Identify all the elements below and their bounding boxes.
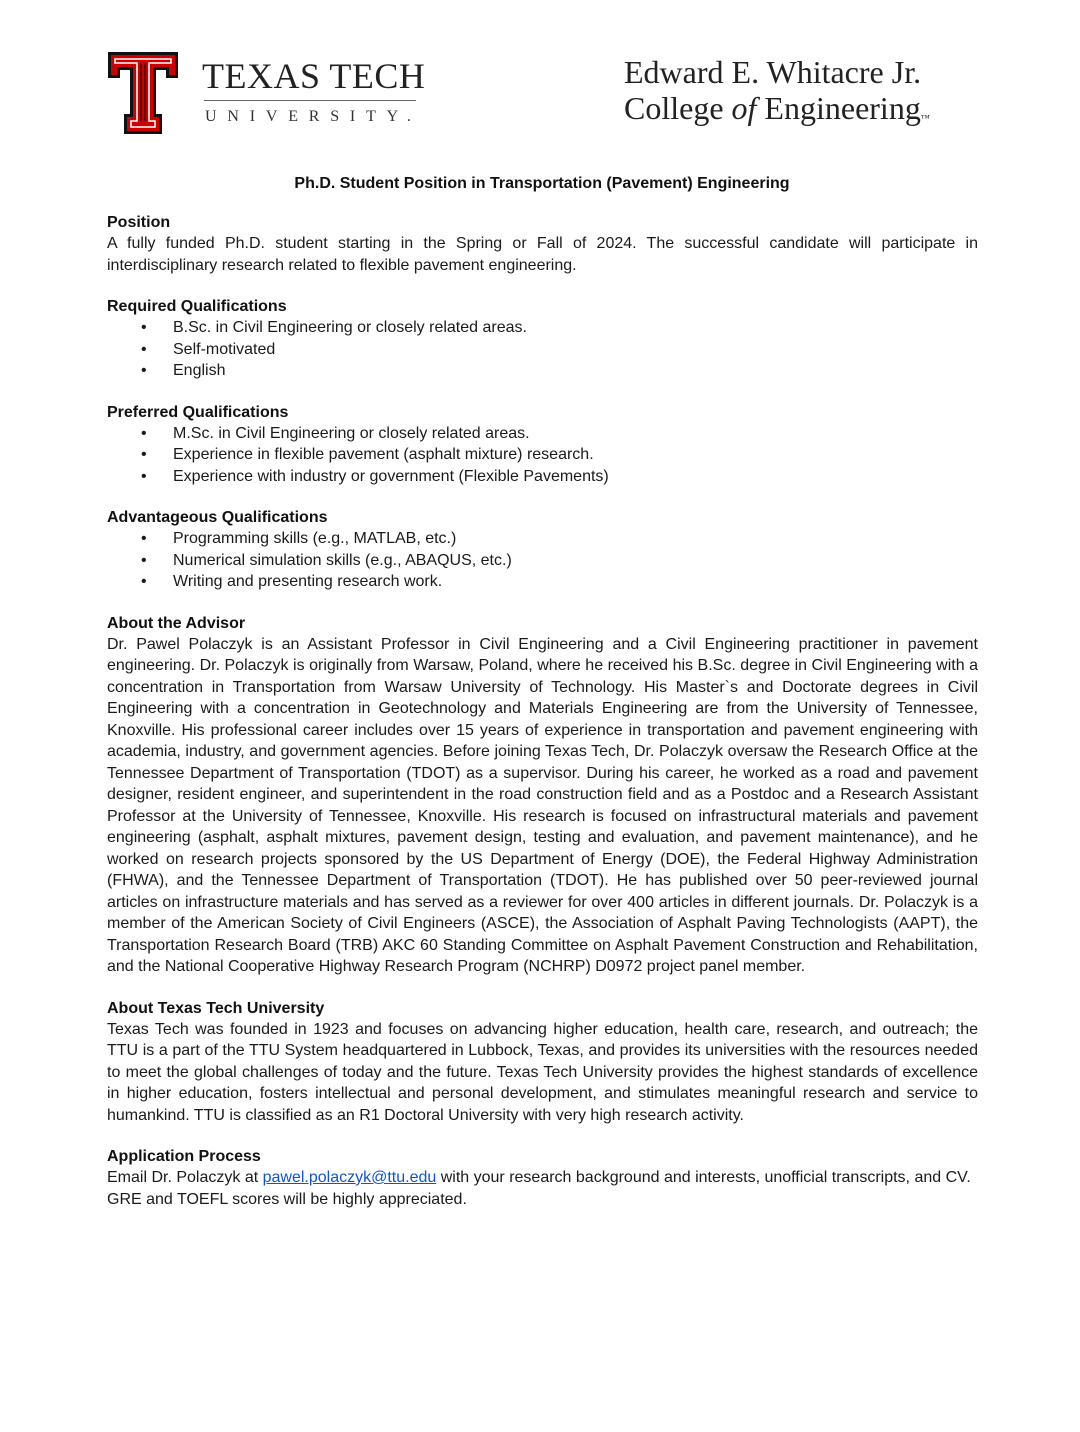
list-item: • English <box>107 360 978 382</box>
college-line-1: Edward E. Whitacre Jr. <box>624 54 922 90</box>
list-item: • Programming skills (e.g., MATLAB, etc.) <box>107 528 978 550</box>
required-section <box>107 297 978 382</box>
letterhead <box>0 0 1080 150</box>
preferred-heading: Preferred Qualifications <box>107 403 289 421</box>
position-text: A fully funded Ph.D. student starting in the Spring or Fall of 2024. The successful candidate will participate in interdisciplinary research related to flexible pavement engineering. <box>107 235 978 274</box>
double-t-logo <box>108 52 178 134</box>
application-text: Email Dr. Polaczyk at pawel.polaczyk@ttu.edu with your research background and interests, unofficial transcripts, and CV. GRE and TOEFL scores will be highly appreciated. <box>107 1169 971 1208</box>
position-section <box>107 213 978 276</box>
bullet-icon: • <box>141 573 147 590</box>
bullet-icon: • <box>141 446 147 463</box>
bullet-icon: • <box>141 530 147 547</box>
advisor-text: Dr. Pawel Polaczyk is an Assistant Professor in Civil Engineering and a Civil Engineering practitioner in pavement engineering. Dr. Polaczyk is originally from Warsaw, Poland, where he received his B.Sc. degree in Civil Engineering with a concentration in Transportation from Warsaw University of Technology. His Master`s and Doctorate degrees in Civil Engineering with a concentration in Geotechnology and Materials Engineering are from the University of Tennessee, Knoxville. His professional career includes over 15 years of experience in transportation and pavement engineering with academia, industry, and government agencies. Before joining Texas Tech, Dr. Polaczyk oversaw the Research Office at the Tennessee Department of Transportation (TDOT) as a supervisor. During his career, he worked as a road and pavement designer, resident engineer, and superintendent in the road construction field and as a Postdoc and a Research Assistant Professor at the University of Tennessee, Knoxville. His research is focused on infrastructural materials and pavement engineering (asphalt, asphalt mixtures, pavement design, testing and evaluation, and pavement maintenance), and he worked on research projects sponsored by the US Department of Energy (DOE), the Federal Highway Administration (FHWA), and the Tennessee Department of Transportation (TDOT). He has published over 50 peer-reviewed journal articles on infrastructure materials and has served as a reviewer for over 400 articles in different journals. Dr. Polaczyk is a member of the American Society of Civil Engineers (ASCE), the Association of Asphalt Paving Technologists (AAPT), the Transportation Research Board (TRB) AKC 60 Standing Committee on Asphalt Pavement Construction and Rehabilitation, and the National Cooperative Highway Research Program (NCHRP) D0972 project panel member. <box>107 635 978 975</box>
preferred-section <box>107 403 978 488</box>
list-item: • B.Sc. in Civil Engineering or closely related areas. <box>107 317 978 339</box>
bullet-icon: • <box>141 467 147 485</box>
required-heading: Required Qualifications <box>107 298 287 315</box>
ttu-section <box>107 999 978 1127</box>
ttu-heading: About Texas Tech University <box>107 999 325 1017</box>
preferred-list <box>107 423 978 488</box>
position-heading: Position <box>107 214 171 231</box>
email-link[interactable]: pawel.polaczyk@ttu.edu <box>262 1169 437 1186</box>
required-list <box>107 317 978 382</box>
application-section <box>107 1147 978 1210</box>
advisor-section <box>107 614 978 978</box>
advantageous-heading: Advantageous Qualifications <box>107 509 328 526</box>
trademark-symbol: ™ <box>920 113 930 123</box>
advantageous-section <box>107 508 978 593</box>
bullet-icon: • <box>141 319 147 336</box>
bullet-icon: • <box>141 551 147 569</box>
university-name: TEXAS TECH <box>202 56 426 96</box>
ttu-text: Texas Tech was founded in 1923 and focuses on advancing higher education, health care, research, and outreach; the TTU is a part of the TTU System headquartered in Lubbock, Texas, and provides its universities with the resources needed to meet the global challenges of today and the future. Texas Tech University provides the highest standards of excellence in higher education, fosters intellectual and personal development, and stimulates meaningful research and service to humankind. TTU is classified as an R1 Doctoral University with very high research activity. <box>107 1020 978 1124</box>
bullet-icon: • <box>141 362 147 379</box>
logo-divider <box>204 100 416 101</box>
application-heading: Application Process <box>107 1148 261 1165</box>
university-subtitle: UNIVERSITY. <box>205 108 422 125</box>
list-item: • M.Sc. in Civil Engineering or closely related areas. <box>107 423 978 445</box>
list-item: • Experience in flexible pavement (asphalt mixture) research. <box>107 444 978 466</box>
list-item: • Numerical simulation skills (e.g., ABAQUS, etc.) <box>107 550 978 572</box>
college-line-2: College of Engineering™ <box>624 90 930 126</box>
college-name <box>624 54 930 126</box>
bullet-icon: • <box>141 424 147 442</box>
list-item: • Self-motivated <box>107 339 978 361</box>
list-item: • Writing and presenting research work. <box>107 571 978 593</box>
bullet-icon: • <box>141 340 147 358</box>
advantageous-list <box>107 528 978 593</box>
advisor-heading: About the Advisor <box>107 614 246 632</box>
document-body <box>107 213 978 1231</box>
list-item: • Experience with industry or government (Flexible Pavements) <box>107 466 978 488</box>
document-title: Ph.D. Student Position in Transportation (Pavement) Engineering <box>294 175 790 192</box>
